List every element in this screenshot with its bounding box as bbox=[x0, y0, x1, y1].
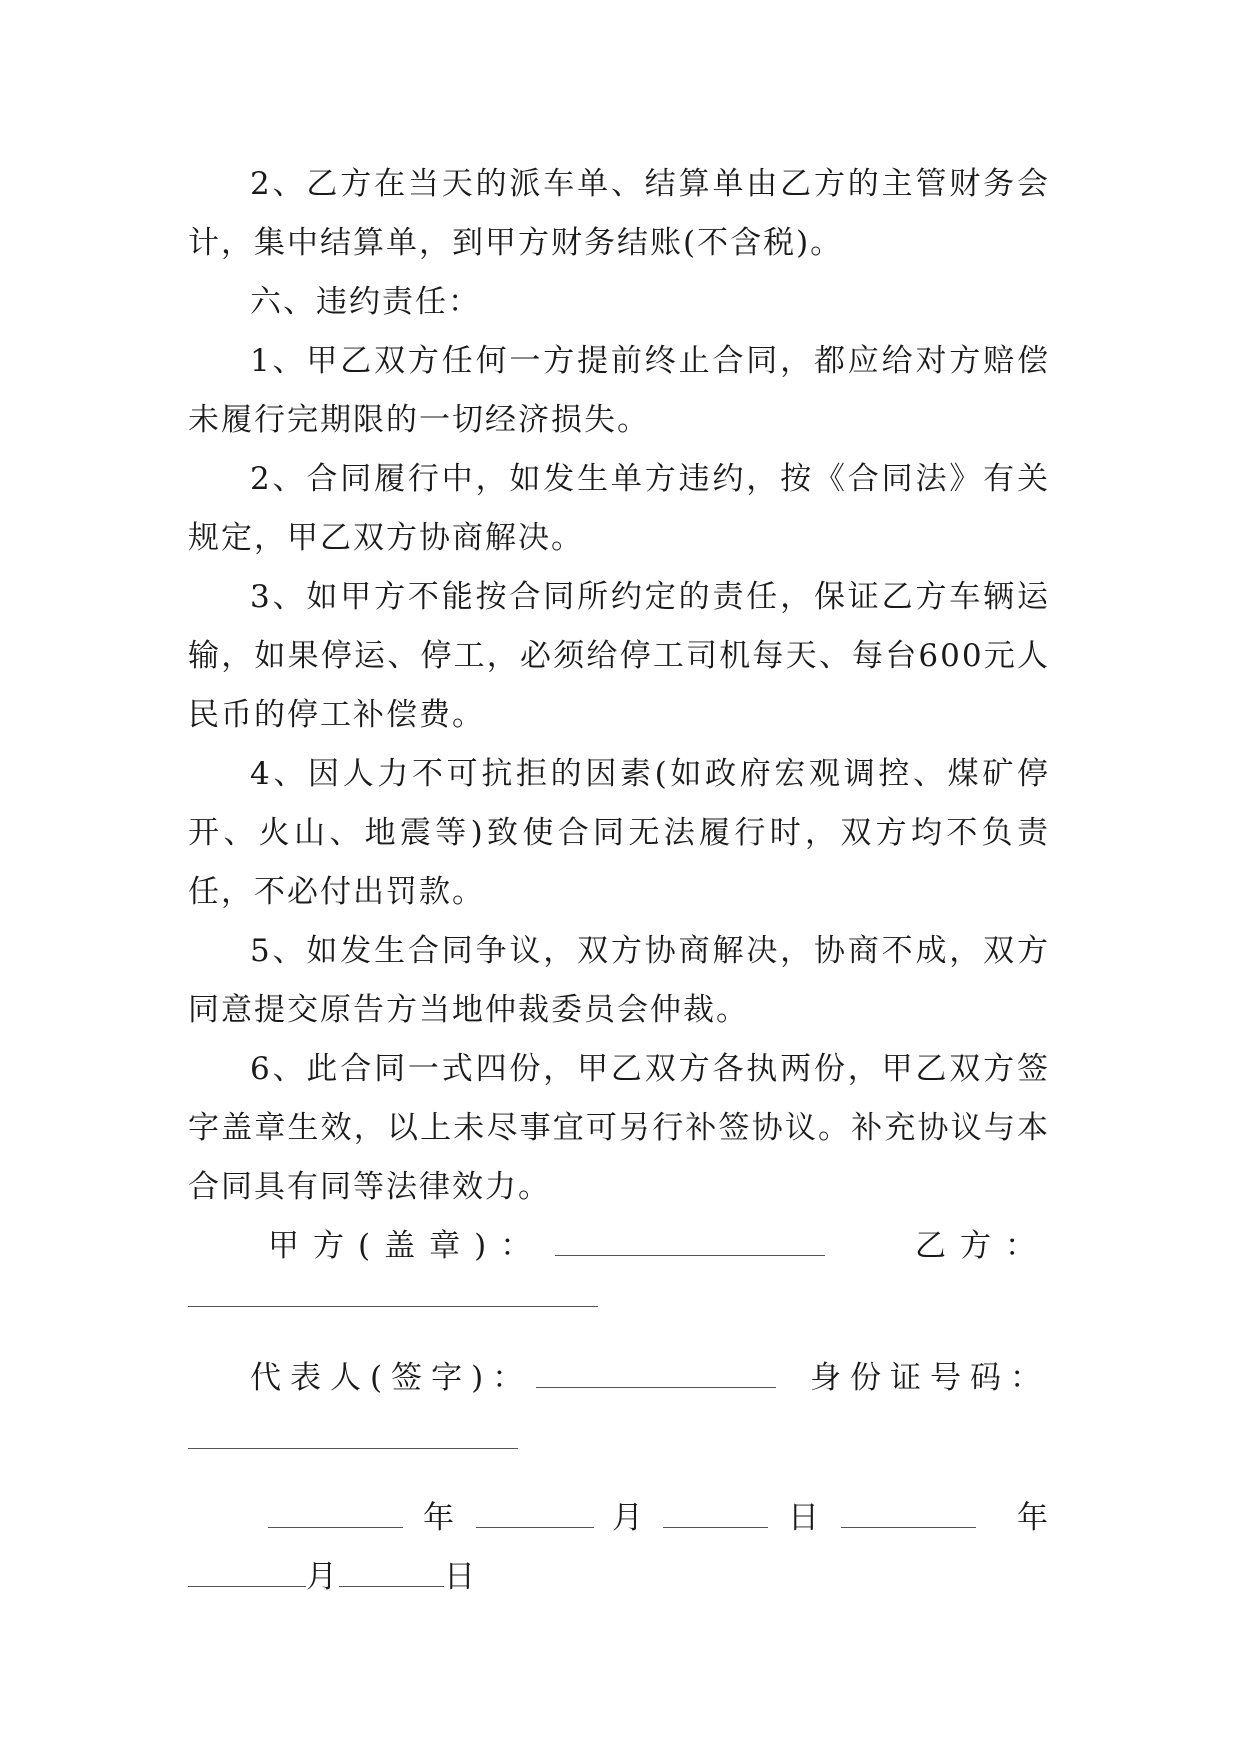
date-b-year-label: 年 bbox=[1017, 1500, 1050, 1536]
paragraph-force-majeure: 4、因人力不可抗拒的因素(如政府宏观调控、煤矿停开、火山、地震等)致使合同无法履行时，双方均不负责任，不必付出罚款。 bbox=[188, 756, 1050, 910]
date-a-year-blank bbox=[268, 1499, 403, 1528]
date-a-day-label: 日 bbox=[788, 1500, 821, 1536]
id-number-blank bbox=[188, 1448, 518, 1449]
representative-label: 代表人(签字)： bbox=[250, 1360, 533, 1396]
party-b-label: 乙方： bbox=[915, 1228, 1050, 1264]
date-a-month-blank bbox=[476, 1499, 594, 1528]
paragraph-early-termination: 1、甲乙双方任何一方提前终止合同，都应给对方赔偿未履行完期限的一切经济损失。 bbox=[188, 343, 1050, 438]
party-b-blank bbox=[188, 1306, 598, 1307]
section-heading-breach-liability: 六、违约责任： bbox=[250, 284, 481, 320]
party-signature-row bbox=[188, 1217, 1050, 1276]
date-a-day-blank bbox=[663, 1499, 768, 1528]
date-b-month-blank bbox=[188, 1558, 306, 1587]
date-a-month-label: 月 bbox=[612, 1500, 645, 1536]
date-a-year-label: 年 bbox=[423, 1500, 456, 1536]
representative-blank bbox=[536, 1359, 776, 1388]
date-b-day-label: 日 bbox=[444, 1559, 477, 1595]
date-row bbox=[188, 1489, 1050, 1548]
date-b-day-blank bbox=[339, 1558, 444, 1587]
paragraph-copies: 6、此合同一式四份，甲乙双方各执两份，甲乙双方签字盖章生效，以上未尽事宜可另行补签协议。补充协议与本合同具有同等法律效力。 bbox=[188, 1051, 1050, 1205]
paragraph-dispute: 5、如发生合同争议，双方协商解决，协商不成，双方同意提交原告方当地仲裁委员会仲裁。 bbox=[188, 933, 1050, 1028]
representative-row bbox=[188, 1349, 1050, 1408]
party-a-blank bbox=[555, 1227, 825, 1256]
paragraph-unilateral-breach: 2、合同履行中，如发生单方违约，按《合同法》有关规定，甲乙双方协商解决。 bbox=[188, 461, 1050, 556]
id-number-label: 身份证号码： bbox=[810, 1360, 1050, 1396]
paragraph-compensation: 3、如甲方不能按合同所约定的责任，保证乙方车辆运输，如果停运、停工，必须给停工司机每天、每台600元人民币的停工补偿费。 bbox=[188, 579, 1050, 733]
date-row-continued bbox=[188, 1548, 1050, 1607]
date-b-year-blank bbox=[841, 1499, 976, 1528]
paragraph-settlement: 2、乙方在当天的派车单、结算单由乙方的主管财务会计，集中结算单，到甲方财务结账(不含税)。 bbox=[188, 166, 1050, 261]
party-a-label: 甲方(盖章)： bbox=[268, 1228, 546, 1264]
date-b-month-label: 月 bbox=[306, 1559, 339, 1595]
document-body bbox=[188, 155, 1050, 1607]
